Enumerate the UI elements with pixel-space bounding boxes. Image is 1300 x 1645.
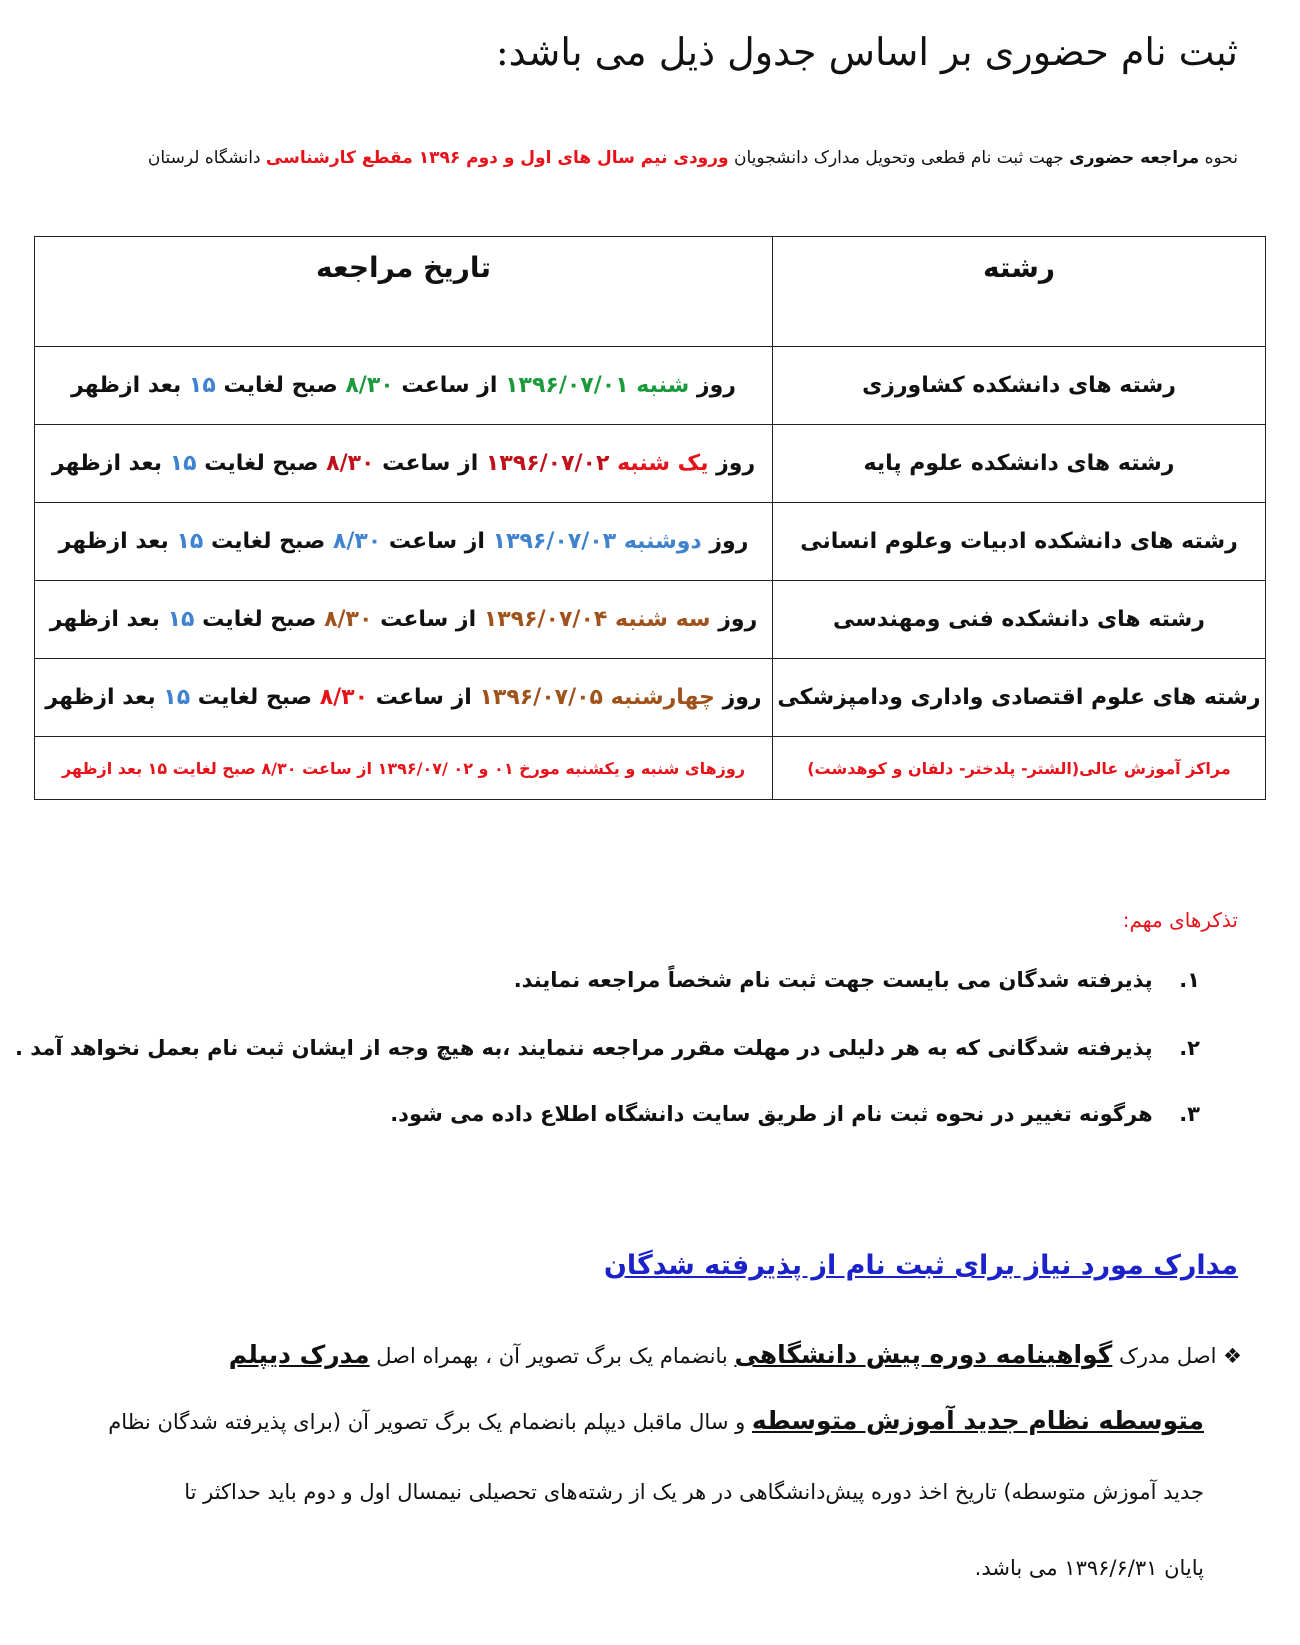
date-roz: روز xyxy=(696,373,736,398)
date-end: ۱۵ xyxy=(176,529,204,554)
date-until: صبح لغایت xyxy=(202,607,317,632)
row-major: رشته های دانشکده علوم پایه xyxy=(773,425,1266,503)
date-from: از ساعت xyxy=(375,685,472,710)
date-time: ۸/۳۰ xyxy=(324,607,373,632)
note-item xyxy=(390,1102,1200,1126)
row-date xyxy=(35,425,773,503)
row-date xyxy=(35,347,773,425)
date-roz: روز xyxy=(716,451,756,476)
documents-line-4: پایان ۱۳۹۶/۶/۳۱ می باشد. xyxy=(974,1556,1204,1580)
date-end: ۱۵ xyxy=(188,373,216,398)
date-end: ۱۵ xyxy=(163,685,191,710)
date-after: بعد ازظهر xyxy=(58,529,169,554)
date-day: سه شنبه xyxy=(614,607,711,632)
note-text: پذیرفته شدگان می بایست جهت ثبت نام شخصاً مراجعه نمایند. xyxy=(513,968,1153,992)
row-date xyxy=(35,659,773,737)
date-day: چهارشنبه xyxy=(610,685,715,710)
date-roz: روز xyxy=(722,685,762,710)
table-row xyxy=(35,581,1266,659)
header-date: تاریخ مراجعه xyxy=(35,237,773,347)
date-from: از ساعت xyxy=(388,529,485,554)
row-major: رشته های دانشکده ادبیات وعلوم انسانی xyxy=(773,503,1266,581)
table-row xyxy=(35,659,1266,737)
date-day: دوشنبه xyxy=(623,529,702,554)
date-time: ۸/۳۰ xyxy=(326,451,375,476)
date-value: ۱۳۹۶/۰۷/۰۴ xyxy=(483,607,608,632)
date-until: صبح لغایت xyxy=(197,685,313,710)
schedule-table xyxy=(34,236,1266,800)
intro-part-1: نحوه xyxy=(1204,148,1238,168)
date-time: ۸/۳۰ xyxy=(319,685,369,710)
doc-highlight: مدرک دیپلم xyxy=(228,1340,370,1369)
table-row-centers xyxy=(35,737,1266,800)
row-major: مراکز آموزش عالی(الشتر- پلدختر- دلفان و کوهدشت) xyxy=(773,737,1266,800)
documents-line-1 xyxy=(42,1340,1242,1369)
doc-highlight: متوسطه نظام جدید آموزش متوسطه xyxy=(751,1406,1204,1435)
date-after: بعد ازظهر xyxy=(51,451,163,476)
intro-part-2: مراجعه حضوری xyxy=(1069,148,1200,168)
row-major: رشته های دانشکده فنی ومهندسی xyxy=(773,581,1266,659)
page-title: ثبت نام حضوری بر اساس جدول ذیل می باشد: xyxy=(495,30,1238,74)
doc-highlight: گواهینامه دوره پیش دانشگاهی xyxy=(734,1340,1113,1369)
doc-text: اصل مدرک xyxy=(1119,1344,1217,1368)
date-until: صبح لغایت xyxy=(204,451,319,476)
date-end: ۱۵ xyxy=(169,451,197,476)
diamond-star-icon: ❖ xyxy=(1223,1344,1242,1368)
notes-title: تذکرهای مهم: xyxy=(1122,908,1238,932)
table-row xyxy=(35,503,1266,581)
date-after: بعد ازظهر xyxy=(71,373,182,398)
date-value: ۱۳۹۶/۰۷/۰۵ xyxy=(479,685,603,710)
doc-text: بانضمام یک برگ تصویر آن ، بهمراه اصل xyxy=(376,1344,728,1368)
date-until: صبح لغایت xyxy=(210,529,326,554)
date-after: بعد ازظهر xyxy=(45,685,156,710)
date-value: ۱۳۹۶/۰۷/۰۳ xyxy=(492,529,617,554)
date-time: ۸/۳۰ xyxy=(345,373,394,398)
table-row xyxy=(35,425,1266,503)
row-date xyxy=(35,503,773,581)
date-day: شنبه xyxy=(636,373,690,398)
intro-part-4: ورودی نیم سال های اول و دوم ۱۳۹۶ مقطع کارشناسی xyxy=(265,148,729,168)
date-roz: روز xyxy=(709,529,749,554)
row-date xyxy=(35,581,773,659)
note-text: پذیرفته شدگانی که به هر دلیلی در مهلت مقرر مراجعه ننمایند ،به هیچ وجه از ایشان ثبت نام بعمل نخواهد آمد . xyxy=(14,1036,1153,1060)
date-from: از ساعت xyxy=(380,607,477,632)
row-major: رشته های علوم اقتصادی واداری ودامپزشکی xyxy=(773,659,1266,737)
intro-part-5: دانشگاه لرستان xyxy=(147,148,261,168)
note-number: ۲. xyxy=(1179,1036,1200,1060)
doc-text: (برای پذیرفته شدگان نظام xyxy=(108,1410,342,1434)
date-day: یک شنبه xyxy=(617,451,709,476)
table-header-row xyxy=(35,237,1266,347)
date-roz: روز xyxy=(718,607,758,632)
date-after: بعد ازظهر xyxy=(49,607,160,632)
intro-line xyxy=(148,148,1238,168)
date-value: ۱۳۹۶/۰۷/۰۲ xyxy=(485,451,610,476)
note-item xyxy=(514,968,1200,992)
date-end: ۱۵ xyxy=(167,607,195,632)
note-item xyxy=(15,1036,1200,1060)
row-date: روزهای شنبه و یکشنبه مورخ ۰۱ و ۰۲ /۱۳۹۶/۰۷ از ساعت ۸/۳۰ صبح لغایت ۱۵ بعد ازظهر xyxy=(35,737,773,800)
documents-line-2 xyxy=(64,1406,1204,1435)
date-time: ۸/۳۰ xyxy=(332,529,382,554)
note-number: ۱. xyxy=(1179,968,1200,992)
date-from: از ساعت xyxy=(382,451,479,476)
date-from: از ساعت xyxy=(401,373,498,398)
row-major: رشته های دانشکده کشاورزی xyxy=(773,347,1266,425)
note-text: هرگونه تغییر در نحوه ثبت نام از طریق سایت دانشگاه اطلاع داده می شود. xyxy=(390,1102,1153,1126)
date-value: ۱۳۹۶/۰۷/۰۱ xyxy=(505,373,629,398)
documents-line-3: جدید آموزش متوسطه) تاریخ اخذ دوره پیش‌دانشگاهی در هر یک از رشته‌های تحصیلی نیمسال اول و دوم باید حداکثر تا xyxy=(184,1480,1204,1504)
documents-title: مدارک مورد نیاز برای ثبت نام از پذیرفته شدگان xyxy=(603,1250,1238,1281)
header-major: رشته xyxy=(773,237,1266,347)
table-row xyxy=(35,347,1266,425)
note-number: ۳. xyxy=(1179,1102,1200,1126)
intro-part-3: جهت ثبت نام قطعی وتحویل مدارک دانشجویان xyxy=(734,148,1064,168)
date-until: صبح لغایت xyxy=(223,373,338,398)
doc-text: و سال ماقبل دیپلم بانضمام یک برگ تصویر آن xyxy=(347,1410,746,1434)
